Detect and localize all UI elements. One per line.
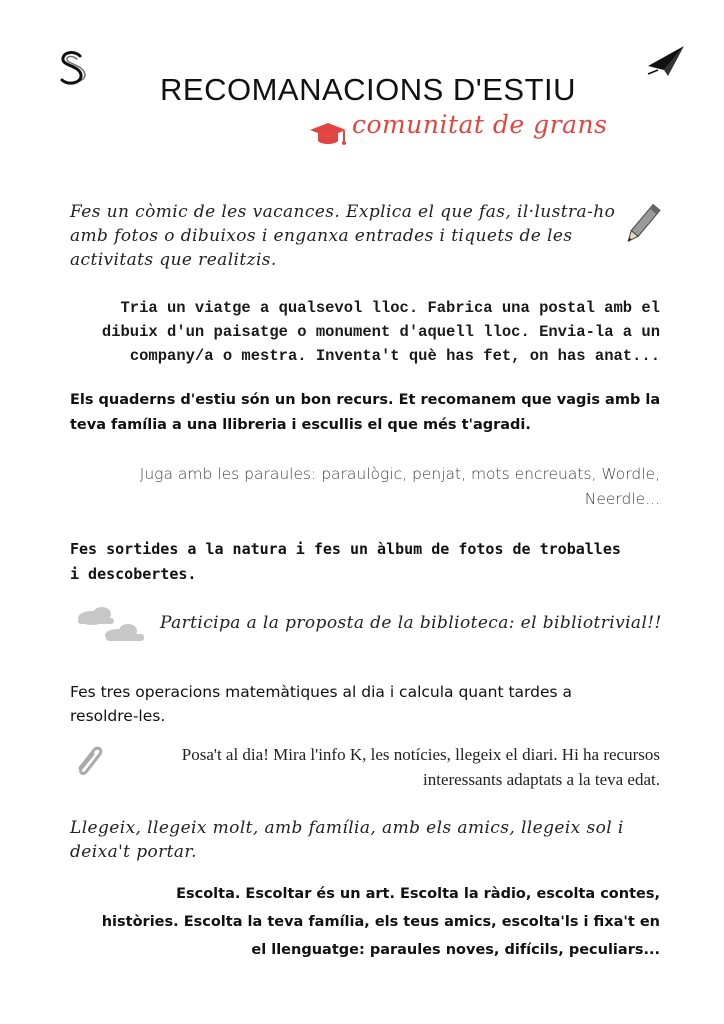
page-subtitle: comunitat de grans bbox=[352, 110, 608, 139]
recommendation-listening: Escolta. Escoltar és un art. Escolta la ràdio, escolta contes, històries. Escolta la teva família, els teus amics, escolta'ls i fixa't en el llenguatge: paraules noves, difícils, peculiars... bbox=[101, 886, 660, 958]
pencil-icon bbox=[622, 200, 662, 248]
recommendation-news: Posa't al dia! Mira l'info K, les notícies, llegeix el diari. Hi ha recursos interessants adaptats a la teva edat. bbox=[181, 745, 660, 789]
paper-plane-icon bbox=[646, 44, 686, 78]
recommendation-comic: Fes un còmic de les vacances. Explica el que fas, il·lustra-ho amb fotos o dibuixos i enganxa entrades i tiquets de les activitats que realitzis. bbox=[70, 202, 616, 270]
graduation-cap-icon bbox=[308, 120, 350, 150]
recommendation-word-games: Juga amb les paraules: paraulògic, penjat, mots encreuats, Wordle, Neerdle... bbox=[139, 465, 660, 508]
recommendation-library: Participa a la proposta de la biblioteca: el bibliotrivial!! bbox=[160, 613, 662, 633]
recommendation-workbooks: Els quaderns d'estiu són un bon recurs. Et recomanem que vagis amb la teva família a una llibreria i escullis el que més t'agradi. bbox=[70, 392, 661, 433]
recommendation-math: Fes tres operacions matemàtiques al dia i calcula quant tardes a resoldre-les. bbox=[70, 683, 572, 725]
paperclip-icon bbox=[72, 742, 106, 778]
recommendation-postcard: Tria un viatge a qualsevol lloc. Fabrica una postal amb el dibuix d'un paisatge o monument d'aquell lloc. Envia-la a un company/a o mestra. Inventa't què has fet, on has anat... bbox=[101, 299, 660, 365]
recommendation-nature: Fes sortides a la natura i fes un àlbum de fotos de troballes i descobertes. bbox=[70, 540, 621, 583]
cloud-icon bbox=[72, 604, 148, 644]
recommendation-reading: Llegeix, llegeix molt, amb família, amb els amics, llegeix sol i deixa't portar. bbox=[70, 818, 624, 862]
logo-s-icon bbox=[58, 48, 86, 88]
page-title: RECOMANACIONS D'ESTIU bbox=[160, 72, 577, 107]
